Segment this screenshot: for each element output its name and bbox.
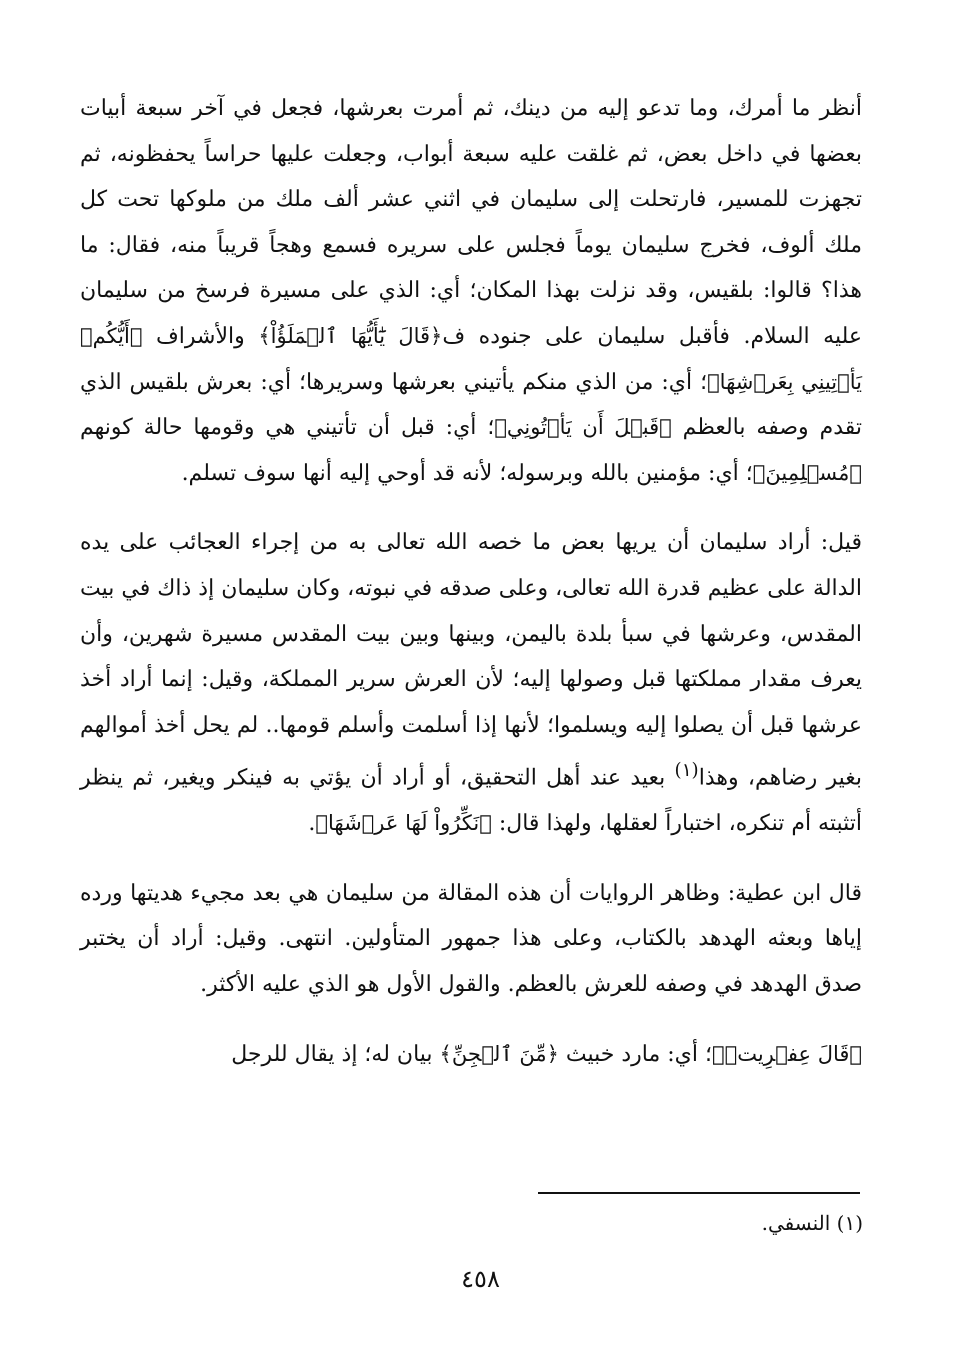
quran-quote: ﴿قَبۡلَ أَن يَأۡتُونِي﴾ bbox=[494, 415, 672, 440]
text-run: أنظر ما أمرك، وما تدعو إليه من دينك، ثم أمرت بعرشها، فجعل في آخر سبعة أبيات بعضها في داخل بعض، ثم غلقت عليه سبعة أبواب، وجعلت عليها حراساً يحفظونه، ثم تجهزت للمسير، فارتحلت إلى سليمان في اثني عشر ألف ملك من ملوكها تحت كل ملك ألوف، فخرج سليمان يوماً فجلس على سريره فسمع وهجاً قريباً منه، فقال: ما هذا؟ قالوا: بلقيس، وقد نزلت بهذا المكان؛ أي: الذي على مسيرة فرسخ من سليمان عليه السلام. فأقبل سليمان على جنوده ف bbox=[80, 96, 863, 349]
quran-quote: ﴿مُسۡلِمِينَ﴾ bbox=[752, 460, 862, 485]
paragraph bbox=[80, 86, 862, 496]
quran-quote: ﴿قَالَ عِفۡرِيتٞ﴾ bbox=[712, 1041, 862, 1066]
text-run: بيان له؛ إذ يقال للرجل bbox=[231, 1041, 440, 1067]
page-body bbox=[80, 86, 862, 1077]
footnote-divider bbox=[538, 1192, 860, 1194]
text-run: بعيد عند أهل التحقيق، أو أراد أن يؤتي به فينكر ويغير، ثم ينظر أتثبته أم تنكره، اختباراً لعقلها، ولهذا قال: bbox=[80, 765, 862, 837]
text-run: ؛ أي: قبل أن تأتيني هي وقومها حالة كونهم bbox=[80, 415, 495, 441]
quran-quote: ﴿أَيُّكُمۡ يَأۡتِينِي بِعَرۡشِهَا﴾ bbox=[80, 323, 862, 394]
footnote-ref: (١) bbox=[674, 760, 699, 782]
text-run: ؛ أي: مارد خبيث bbox=[558, 1041, 713, 1067]
quran-quote: ﴿نَكِّرُواْ لَهَا عَرۡشَهَا﴾ bbox=[315, 811, 492, 836]
text-run: قيل: أراد سليمان أن يريها بعض ما خصه الله تعالى به من إجراء العجائب على يده الدالة على عظيم قدرة الله تعالى، وعلى صدقه في نبوته، وكان سليمان إذ ذاك في بيت المقدس، وعرشها في سبأ بلدة باليمن، وبينها وبين بيت المقدس مسيرة شهرين، وأن يعرف مقدار مملكتها قبل وصولها إليه؛ لأن العرش سرير المملكة، وقيل: إنما أراد أخذ عرشها قبل أن يصلوا إليه ويسلموا؛ لأنها إذا أسلمت وأسلم قومها.. لم يحل أخذ أموالهم بغير رضاهم، وهذا bbox=[80, 530, 862, 791]
text-run: قال ابن عطية: وظاهر الروايات أن هذه المقالة من سليمان هي بعد مجيء هديتها ورده إياها وبعثه الهدهد بالكتاب، وعلى هذا جمهور المتأولين. انتهى. وقيل: أراد أن يختبر صدق الهدهد في وصفه للعرش بالعظم. والقول الأول هو الذي عليه الأكثر. bbox=[80, 880, 862, 998]
footnote-text: النسفي. bbox=[761, 1211, 831, 1235]
text-run: . bbox=[308, 811, 316, 837]
paragraph bbox=[80, 520, 862, 846]
paragraph bbox=[80, 871, 862, 1008]
text-run: ؛ أي: مؤمنين بالله وبرسوله؛ لأنه قد أوحي إليه أنها سوف تسلم. bbox=[181, 460, 753, 486]
text-run: ؛ أي: من الذي منكم يأتيني بعرشها وسريرها؛ أي: بعرش بلقيس الذي تقدم وصفه بالعظم bbox=[80, 369, 862, 441]
text-run: والأشراف bbox=[142, 323, 259, 349]
footnote-number: (١) bbox=[836, 1211, 863, 1235]
quran-quote: ﴿قَالَ يَٰٓأَيُّهَا ٱلۡمَلَؤُاْ﴾ bbox=[258, 323, 443, 348]
page-number: ٤٥٨ bbox=[461, 1265, 500, 1293]
quran-quote: ﴿مِّنَ ٱلۡجِنِّ﴾ bbox=[439, 1041, 559, 1066]
footnote bbox=[163, 1208, 863, 1238]
paragraph bbox=[80, 1032, 862, 1078]
